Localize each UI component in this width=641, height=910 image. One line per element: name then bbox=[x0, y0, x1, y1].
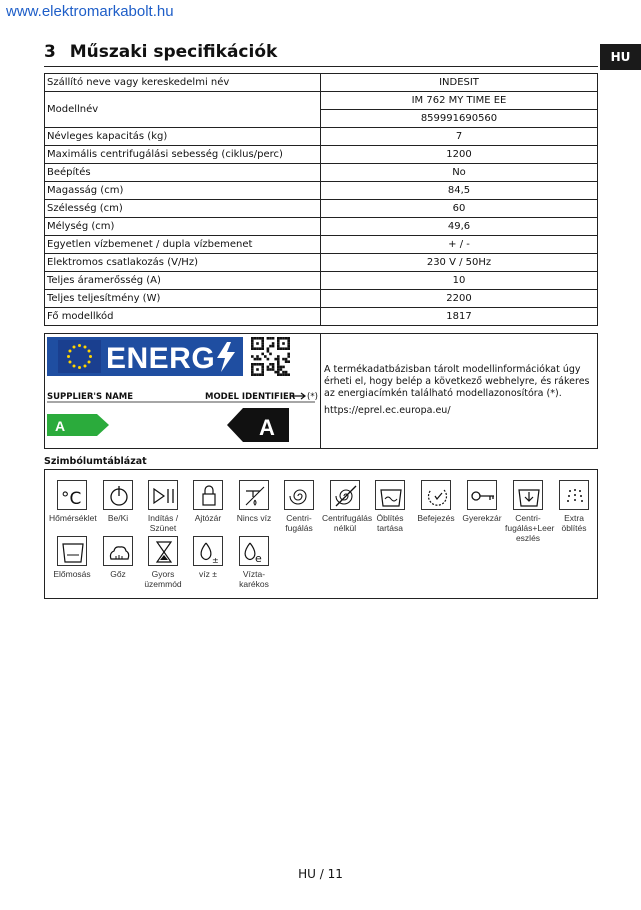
symbols-table bbox=[44, 469, 598, 599]
spec-value: 859991690560 bbox=[321, 110, 598, 128]
symbol-label: Gőz bbox=[110, 569, 126, 579]
svg-text:±: ± bbox=[212, 556, 219, 565]
table-row bbox=[45, 254, 598, 272]
symbol-item bbox=[505, 480, 555, 543]
eu-flag-icon bbox=[58, 340, 101, 373]
class-label-right: A bbox=[259, 415, 275, 440]
spec-label: Teljes teljesítmény (W) bbox=[45, 290, 321, 308]
table-row bbox=[45, 164, 598, 182]
symbol-label: Öblítés tartása bbox=[376, 513, 404, 533]
spec-value: 1200 bbox=[321, 146, 598, 164]
language-tab: HU bbox=[600, 44, 641, 70]
page-number: HU / 11 bbox=[298, 867, 343, 881]
play-pause-icon bbox=[148, 480, 178, 510]
symbols-title: Szimbólumtáblázat bbox=[44, 456, 147, 467]
symbol-label: Gyors üzemmód bbox=[144, 569, 182, 589]
no-water-icon bbox=[239, 480, 269, 510]
eu-star bbox=[88, 361, 91, 364]
table-row bbox=[45, 128, 598, 146]
symbol-item bbox=[49, 480, 95, 523]
spec-label: Fő modellkód bbox=[45, 308, 321, 326]
energy-label-graphic bbox=[45, 334, 321, 448]
qr-code-icon bbox=[251, 337, 290, 376]
spec-value: INDESIT bbox=[321, 74, 598, 92]
quick-icon bbox=[148, 536, 178, 566]
eco-water-icon bbox=[239, 536, 269, 566]
symbol-item bbox=[231, 536, 277, 589]
table-row bbox=[45, 146, 598, 164]
spec-label: Teljes áramerősség (A) bbox=[45, 272, 321, 290]
table-row bbox=[45, 236, 598, 254]
symbol-item bbox=[459, 480, 505, 523]
power-icon bbox=[103, 480, 133, 510]
model-identifier-label: MODEL IDENTIFIER bbox=[205, 392, 296, 402]
symbol-label: Centri- fugálás+Leer eszlés bbox=[505, 513, 555, 543]
symbol-label: Be/Ki bbox=[107, 513, 129, 523]
symbol-label: víz ± bbox=[199, 569, 217, 579]
spec-label: Szállító neve vagy kereskedelmi név bbox=[45, 74, 321, 92]
energy-info-text: A termékadatbázisban tárolt modellinformációkat úgy érheti el, hogy belép a következő webhelyre, és rákeres az energiacímkén található modellazonosítóra (*). bbox=[324, 364, 590, 399]
spec-value: + / - bbox=[321, 236, 598, 254]
symbol-item bbox=[95, 536, 141, 579]
section-number: 3 bbox=[44, 42, 56, 62]
symbol-item bbox=[185, 536, 231, 579]
table-row bbox=[45, 218, 598, 236]
eu-star bbox=[73, 345, 76, 348]
table-row bbox=[45, 182, 598, 200]
eu-star bbox=[73, 365, 76, 368]
eu-star bbox=[78, 366, 81, 369]
symbol-label: Vízta- karékos bbox=[239, 569, 269, 589]
class-arrow-right bbox=[227, 408, 289, 442]
symbol-item bbox=[413, 480, 459, 523]
energy-label bbox=[45, 334, 321, 448]
spec-label: Elektromos csatlakozás (V/Hz) bbox=[45, 254, 321, 272]
energy-label-box bbox=[44, 333, 598, 449]
symbol-item bbox=[185, 480, 231, 523]
symbol-label: Centri- fugálás bbox=[285, 513, 313, 533]
symbol-item bbox=[49, 536, 95, 579]
table-row bbox=[45, 200, 598, 218]
spec-value: No bbox=[321, 164, 598, 182]
spec-value: IM 762 MY TIME EE bbox=[321, 92, 598, 110]
spec-label: Egyetlen vízbemenet / dupla vízbemenet bbox=[45, 236, 321, 254]
symbol-item bbox=[367, 480, 413, 533]
svg-text:e: e bbox=[255, 552, 262, 565]
eu-star bbox=[89, 355, 92, 358]
spec-table bbox=[44, 73, 598, 326]
section-heading bbox=[44, 42, 277, 62]
table-row bbox=[45, 92, 598, 110]
key-icon bbox=[467, 480, 497, 510]
section-title: Műszaki specifikációk bbox=[69, 42, 278, 62]
spec-value: 2200 bbox=[321, 290, 598, 308]
spec-label: Modellnév bbox=[45, 92, 321, 128]
eu-star bbox=[88, 350, 91, 353]
water-plus-icon bbox=[193, 536, 223, 566]
symbol-label: Előmosás bbox=[53, 569, 91, 579]
rinse-hold-icon bbox=[375, 480, 405, 510]
symbol-label: Nincs víz bbox=[236, 513, 272, 523]
symbol-item bbox=[322, 480, 373, 533]
symbol-label: Gyerekzár bbox=[462, 513, 502, 523]
table-row bbox=[45, 308, 598, 326]
symbol-item bbox=[140, 536, 186, 589]
table-row bbox=[45, 290, 598, 308]
spec-label: Névleges kapacitás (kg) bbox=[45, 128, 321, 146]
symbol-label: Befejezés bbox=[417, 513, 455, 523]
symbol-item bbox=[551, 480, 597, 533]
spin-icon bbox=[284, 480, 314, 510]
eu-star bbox=[68, 350, 71, 353]
symbol-item bbox=[231, 480, 277, 523]
asterisk-mark: (*) bbox=[307, 392, 318, 402]
table-row bbox=[45, 272, 598, 290]
end-icon bbox=[421, 480, 451, 510]
table-row bbox=[45, 74, 598, 92]
stain-icon bbox=[57, 536, 87, 566]
spec-label: Mélység (cm) bbox=[45, 218, 321, 236]
class-label-left: A bbox=[55, 418, 66, 434]
site-url[interactable]: www.elektromarkabolt.hu bbox=[6, 3, 174, 20]
symbol-label: Indítás / Szünet bbox=[147, 513, 179, 533]
eu-star bbox=[68, 361, 71, 364]
spec-value: 10 bbox=[321, 272, 598, 290]
symbol-label: Hőmérséklet bbox=[49, 513, 97, 523]
no-spin-icon bbox=[330, 480, 360, 510]
spin-drain-icon bbox=[513, 480, 543, 510]
spec-label: Beépítés bbox=[45, 164, 321, 182]
symbol-label: Centrifugálás nélkül bbox=[322, 513, 373, 533]
symbol-label: Ajtózár bbox=[194, 513, 222, 523]
supplier-name-label: SUPPLIER'S NAME bbox=[47, 392, 134, 402]
eu-star bbox=[78, 344, 81, 347]
spec-value: 7 bbox=[321, 128, 598, 146]
lock-icon bbox=[193, 480, 223, 510]
symbol-item bbox=[276, 480, 322, 533]
heading-rule bbox=[44, 66, 598, 67]
symbol-item bbox=[95, 480, 141, 523]
spec-value: 49,6 bbox=[321, 218, 598, 236]
extra-rinse-icon bbox=[559, 480, 589, 510]
steam-icon bbox=[103, 536, 133, 566]
spec-value: 1817 bbox=[321, 308, 598, 326]
spec-value: 84,5 bbox=[321, 182, 598, 200]
spec-label: Szélesség (cm) bbox=[45, 200, 321, 218]
energy-logo-text: ENERG bbox=[106, 342, 216, 375]
energy-info bbox=[321, 334, 597, 448]
spec-value: 60 bbox=[321, 200, 598, 218]
eu-star bbox=[84, 365, 87, 368]
spec-label: Magasság (cm) bbox=[45, 182, 321, 200]
celsius-icon bbox=[57, 480, 87, 510]
eu-star bbox=[67, 355, 70, 358]
symbol-label: Extra öblítés bbox=[561, 513, 587, 533]
spec-label: Maximális centrifugálási sebesség (ciklus/perc) bbox=[45, 146, 321, 164]
spec-value: 230 V / 50Hz bbox=[321, 254, 598, 272]
eprel-link[interactable]: https://eprel.ec.europa.eu/ bbox=[324, 405, 451, 416]
svg-text:°C: °C bbox=[61, 489, 82, 509]
symbol-item bbox=[140, 480, 186, 533]
eu-star bbox=[84, 345, 87, 348]
